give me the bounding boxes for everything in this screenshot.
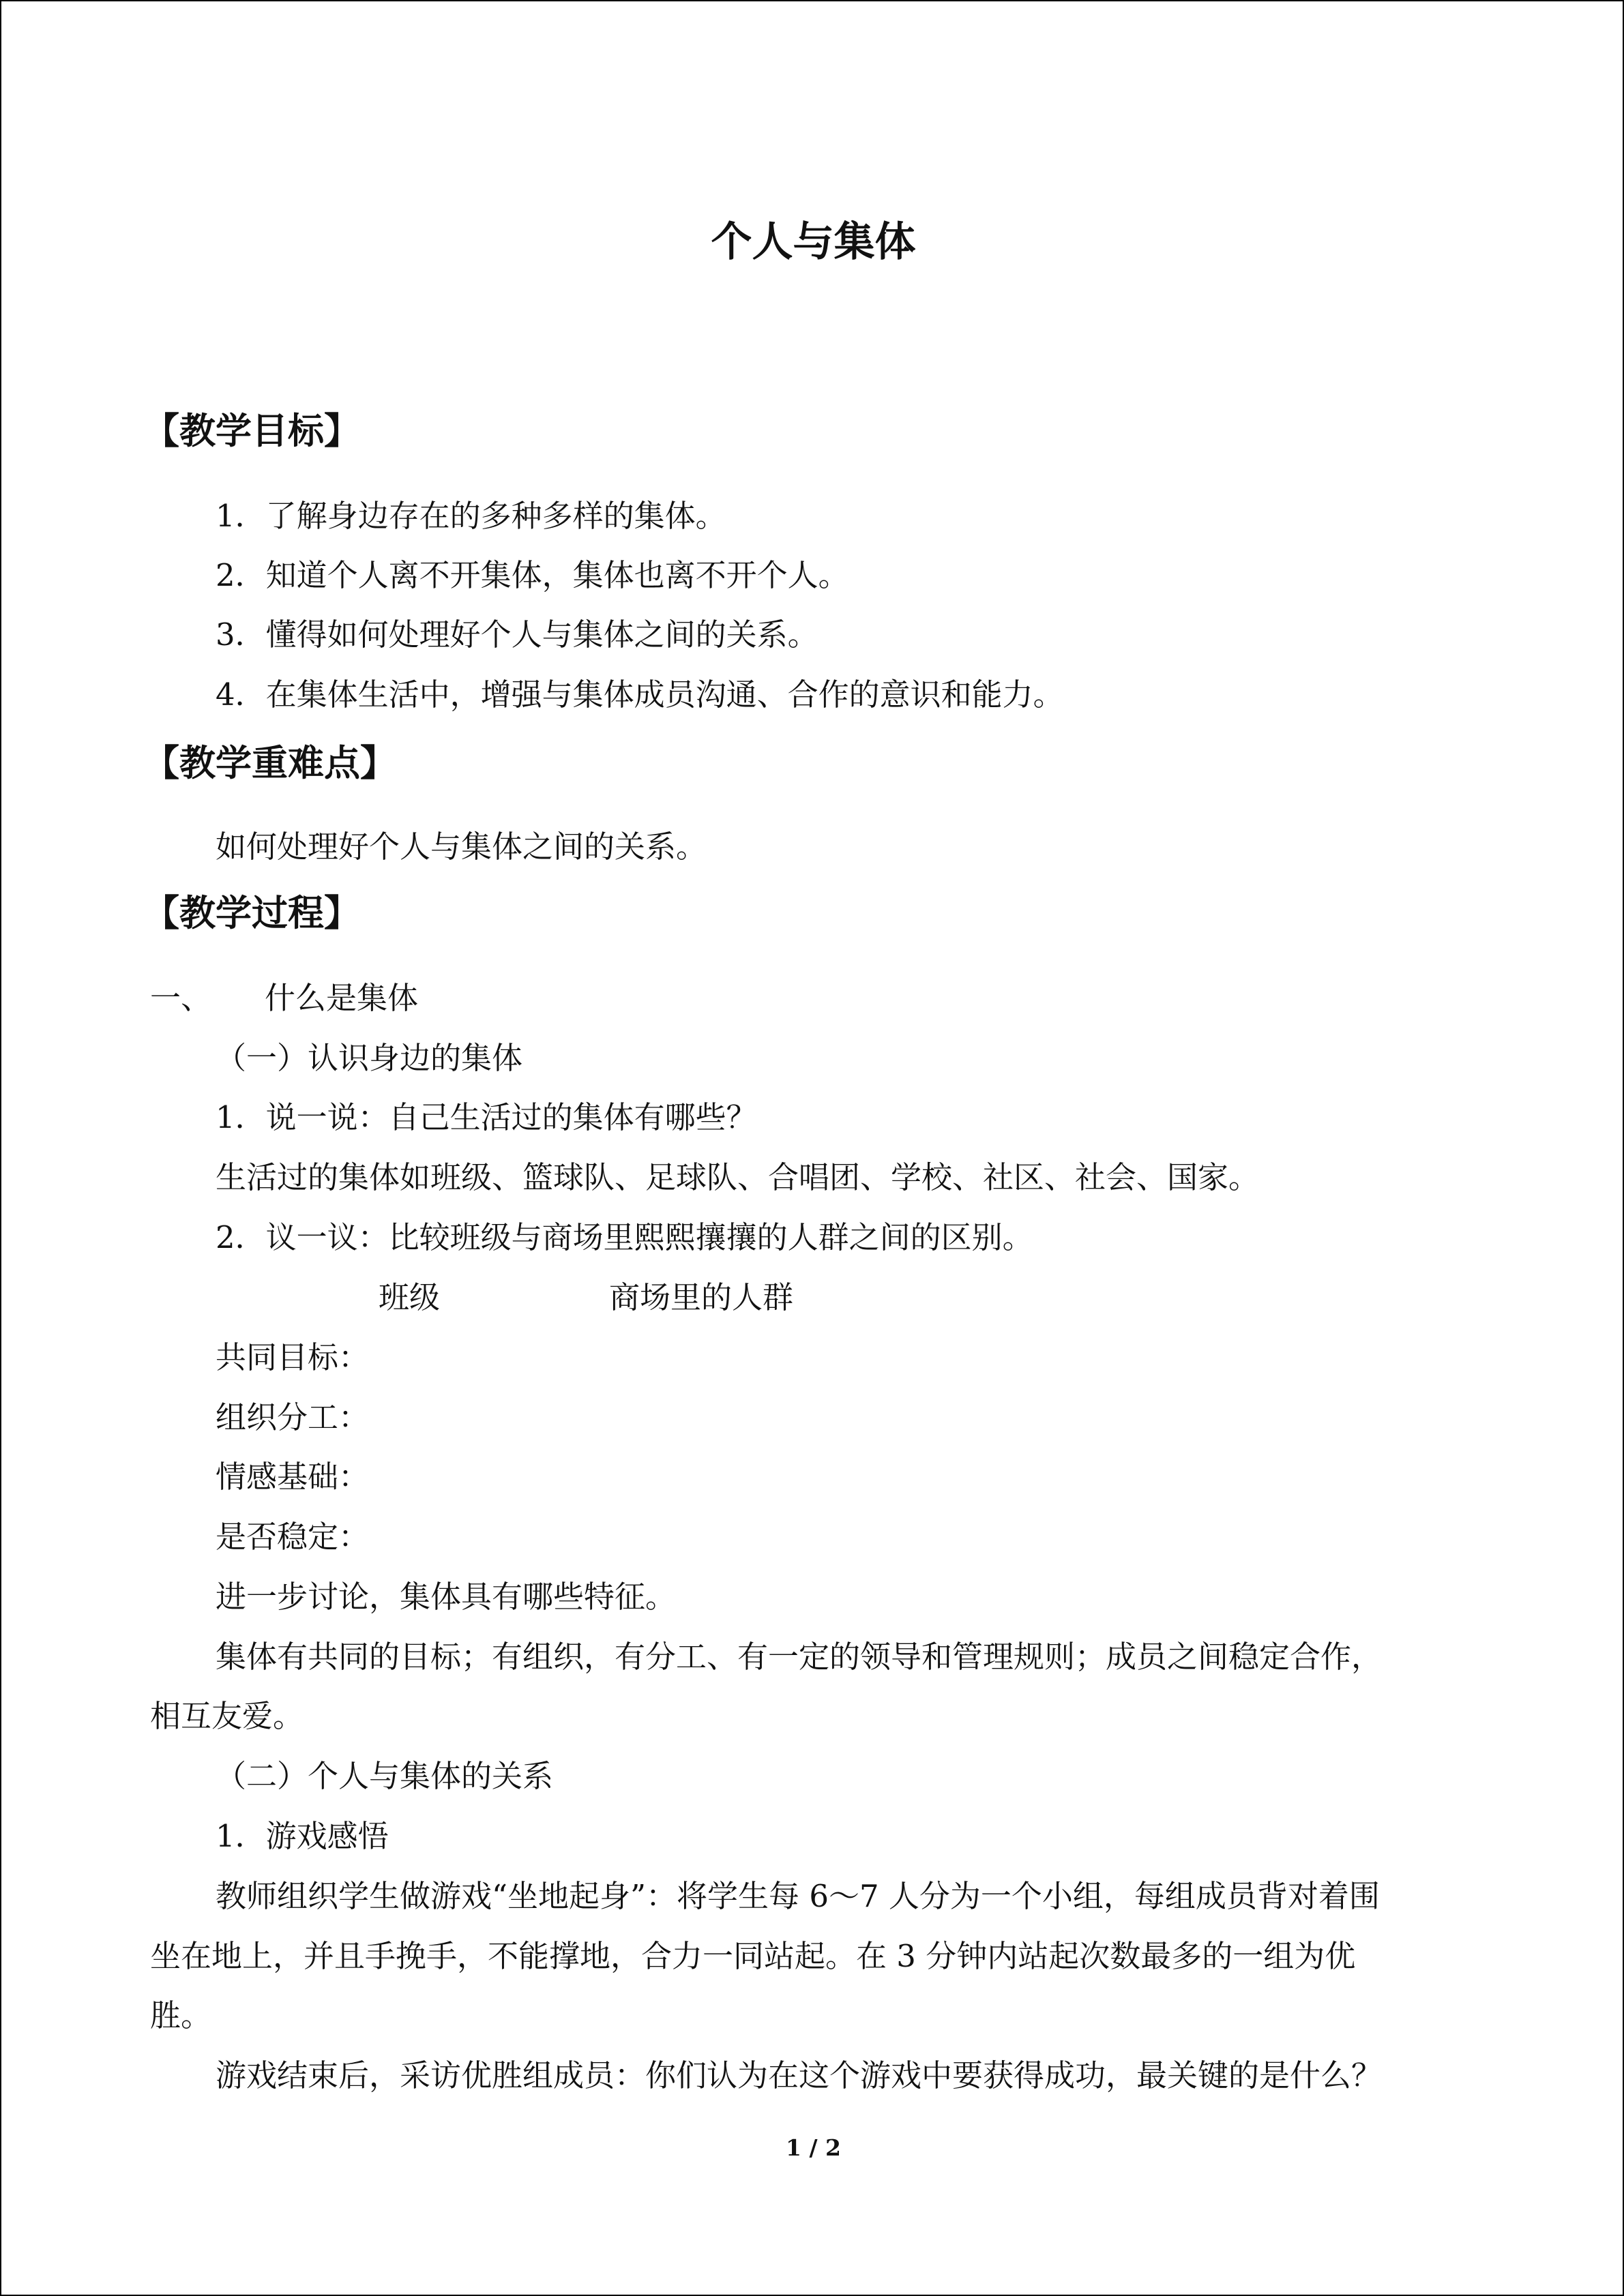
paragraph: 生活过的集体如班级、篮球队、足球队、合唱团、学校、社区、社会、国家。 — [216, 1159, 1260, 1195]
section-heading-key: 【教学重难点】 — [143, 742, 396, 784]
key-text: 如何处理好个人与集体之间的关系。 — [216, 829, 707, 865]
part-title: 什么是集体 — [265, 980, 419, 1016]
paragraph: 胜。 — [150, 1997, 212, 2033]
criteria-item: 组织分工： — [216, 1399, 370, 1435]
part-label: 一、 — [150, 980, 212, 1016]
paragraph: 进一步讨论，集体具有哪些特征。 — [216, 1579, 677, 1615]
goal-item: 3．懂得如何处理好个人与集体之间的关系。 — [216, 616, 818, 653]
goal-item: 1．了解身边存在的多种多样的集体。 — [216, 498, 726, 534]
criteria-item: 情感基础： — [216, 1459, 370, 1495]
paragraph: 1．说一说：自己生活过的集体有哪些？ — [216, 1099, 757, 1135]
paragraph: 1．游戏感悟 — [216, 1818, 389, 1854]
paragraph: 相互友爱。 — [150, 1698, 304, 1734]
criteria-item: 是否稳定： — [216, 1519, 370, 1555]
section-heading-process: 【教学过程】 — [143, 892, 360, 934]
paragraph: 教师组织学生做游戏“坐地起身”：将学生每 6～7 人分为一个小组，每组成员背对着围 — [216, 1878, 1380, 1914]
document-title: 个人与集体 — [711, 218, 916, 266]
paragraph: 2．议一议：比较班级与商场里熙熙攘攘的人群之间的区别。 — [216, 1219, 1033, 1255]
paragraph: 游戏结束后，采访优胜组成员：你们认为在这个游戏中要获得成功，最关键的是什么？ — [216, 2057, 1383, 2093]
criteria-item: 共同目标： — [216, 1339, 370, 1375]
column-label-class: 班级 — [379, 1279, 441, 1315]
column-label-crowd: 商场里的人群 — [609, 1279, 794, 1315]
goal-item: 4．在集体生活中，增强与集体成员沟通、合作的意识和能力。 — [216, 676, 1064, 713]
paragraph: 集体有共同的目标；有组织，有分工、有一定的领导和管理规则；成员之间稳定合作， — [216, 1639, 1383, 1675]
section-heading-goals: 【教学目标】 — [143, 410, 360, 452]
goal-item: 2．知道个人离不开集体，集体也离不开个人。 — [216, 557, 849, 593]
subsection-title: （二）个人与集体的关系 — [216, 1758, 554, 1794]
subsection-title: （一）认识身边的集体 — [216, 1040, 523, 1076]
page-number: 1 / 2 — [786, 2134, 841, 2161]
paragraph: 坐在地上，并且手挽手，不能撑地，合力一同站起。在 3 分钟内站起次数最多的一组为优 — [150, 1938, 1356, 1974]
